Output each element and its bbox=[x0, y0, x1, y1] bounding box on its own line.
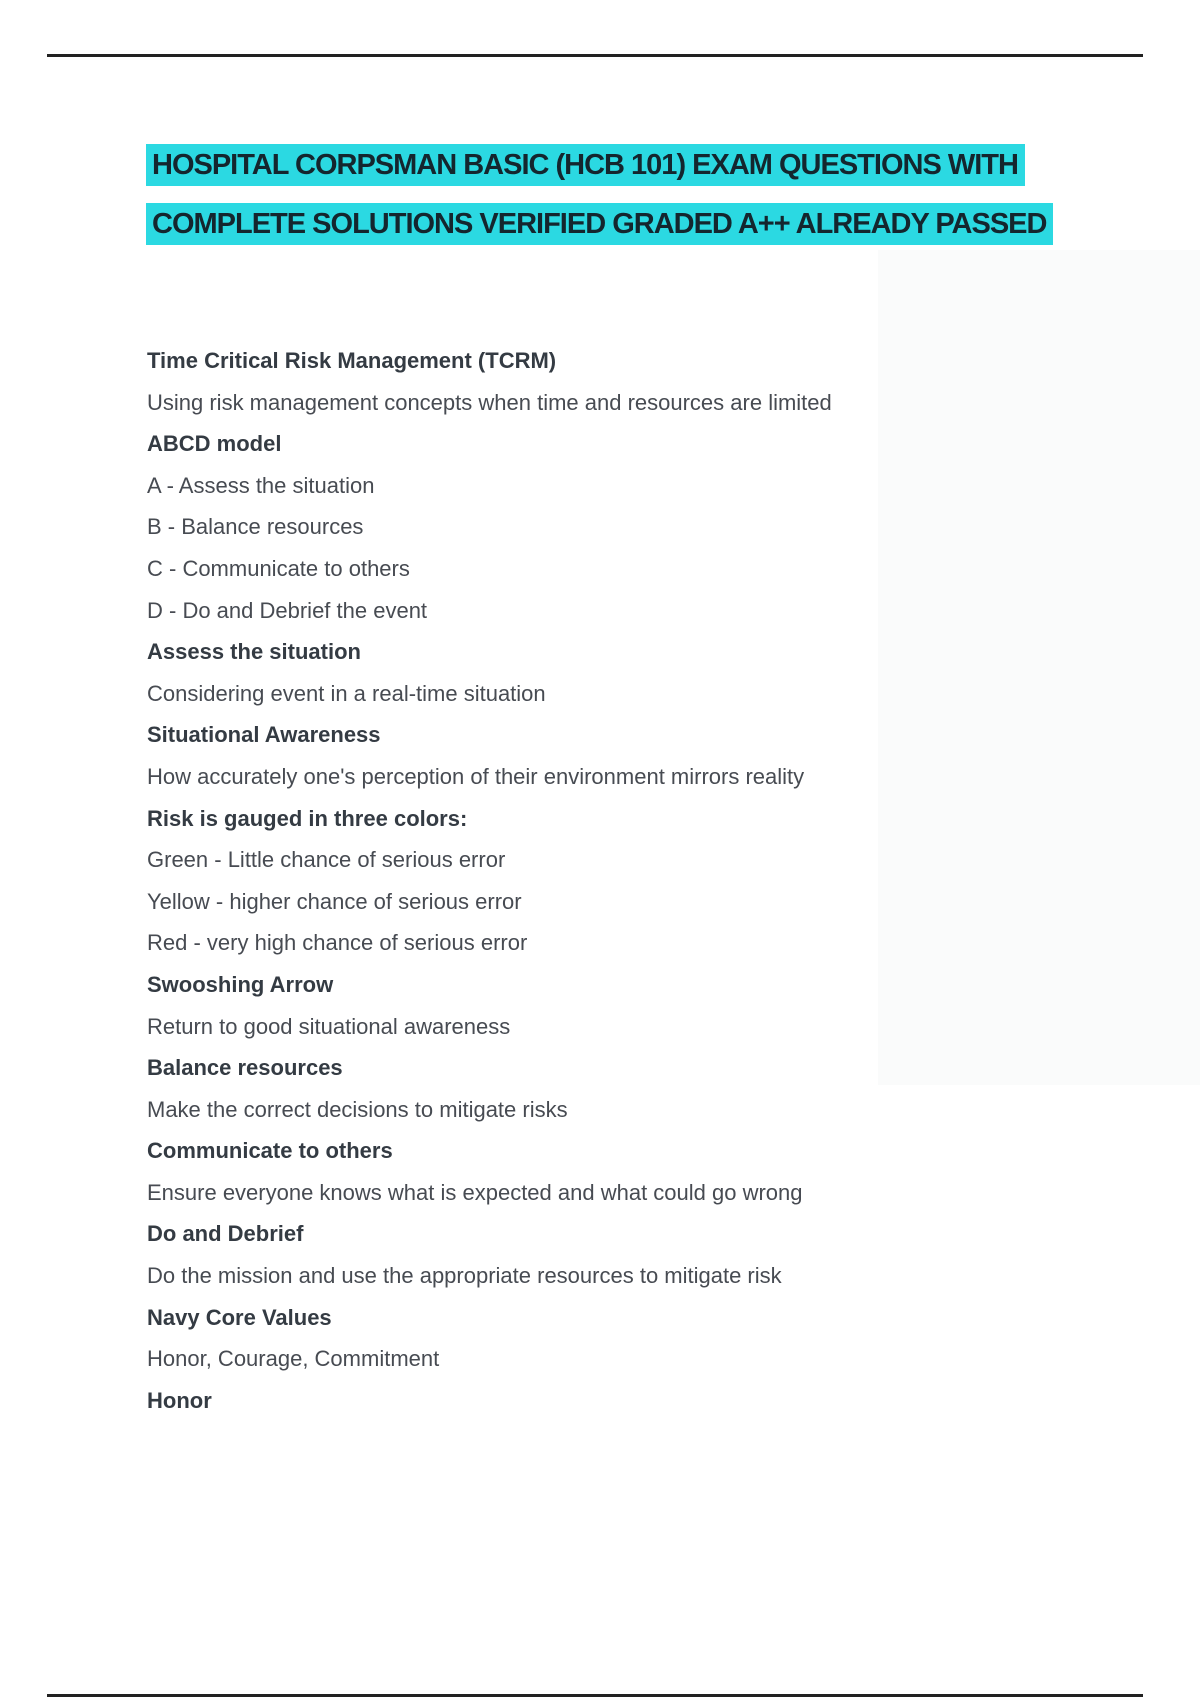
answer-text: Red - very high chance of serious error bbox=[147, 930, 528, 956]
answer-text: A - Assess the situation bbox=[147, 472, 375, 498]
answer-text: Make the correct decisions to mitigate risks bbox=[147, 1096, 568, 1122]
answer-text: D - Do and Debrief the event bbox=[147, 597, 428, 623]
question-term: Balance resources bbox=[147, 1055, 343, 1081]
answer-text: Honor, Courage, Commitment bbox=[147, 1346, 440, 1372]
question-term: Honor bbox=[147, 1387, 212, 1413]
question-term: ABCD model bbox=[147, 431, 282, 457]
answer-text: Considering event in a real-time situation bbox=[147, 680, 546, 706]
answer-text: Green - Little chance of serious error bbox=[147, 847, 506, 873]
answer-text: How accurately one's perception of their environment mirrors reality bbox=[147, 763, 805, 789]
page-border-bottom bbox=[47, 1694, 1143, 1697]
content-lines bbox=[147, 340, 1127, 1421]
question-term: Swooshing Arrow bbox=[147, 971, 334, 997]
document-title-line-1: HOSPITAL CORPSMAN BASIC (HCB 101) EXAM QUESTIONS WITH bbox=[146, 144, 1025, 186]
question-term: Navy Core Values bbox=[147, 1304, 332, 1330]
document-title-line-2: COMPLETE SOLUTIONS VERIFIED GRADED A++ ALREADY PASSED bbox=[146, 203, 1053, 245]
answer-text: Ensure everyone knows what is expected and what could go wrong bbox=[147, 1179, 803, 1205]
question-term: Assess the situation bbox=[147, 639, 361, 665]
answer-text: Using risk management concepts when time and resources are limited bbox=[147, 389, 832, 415]
page-border-top bbox=[47, 54, 1143, 57]
question-term: Situational Awareness bbox=[147, 722, 381, 748]
question-term: Communicate to others bbox=[147, 1138, 393, 1164]
answer-text: B - Balance resources bbox=[147, 514, 364, 540]
question-term: Do and Debrief bbox=[147, 1221, 304, 1247]
answer-text: Return to good situational awareness bbox=[147, 1013, 511, 1039]
question-term: Time Critical Risk Management (TCRM) bbox=[147, 348, 557, 373]
answer-text: C - Communicate to others bbox=[147, 555, 410, 581]
answer-text: Do the mission and use the appropriate resources to mitigate risk bbox=[147, 1263, 782, 1289]
answer-text: Yellow - higher chance of serious error bbox=[147, 888, 522, 914]
question-term: Risk is gauged in three colors: bbox=[147, 805, 468, 831]
